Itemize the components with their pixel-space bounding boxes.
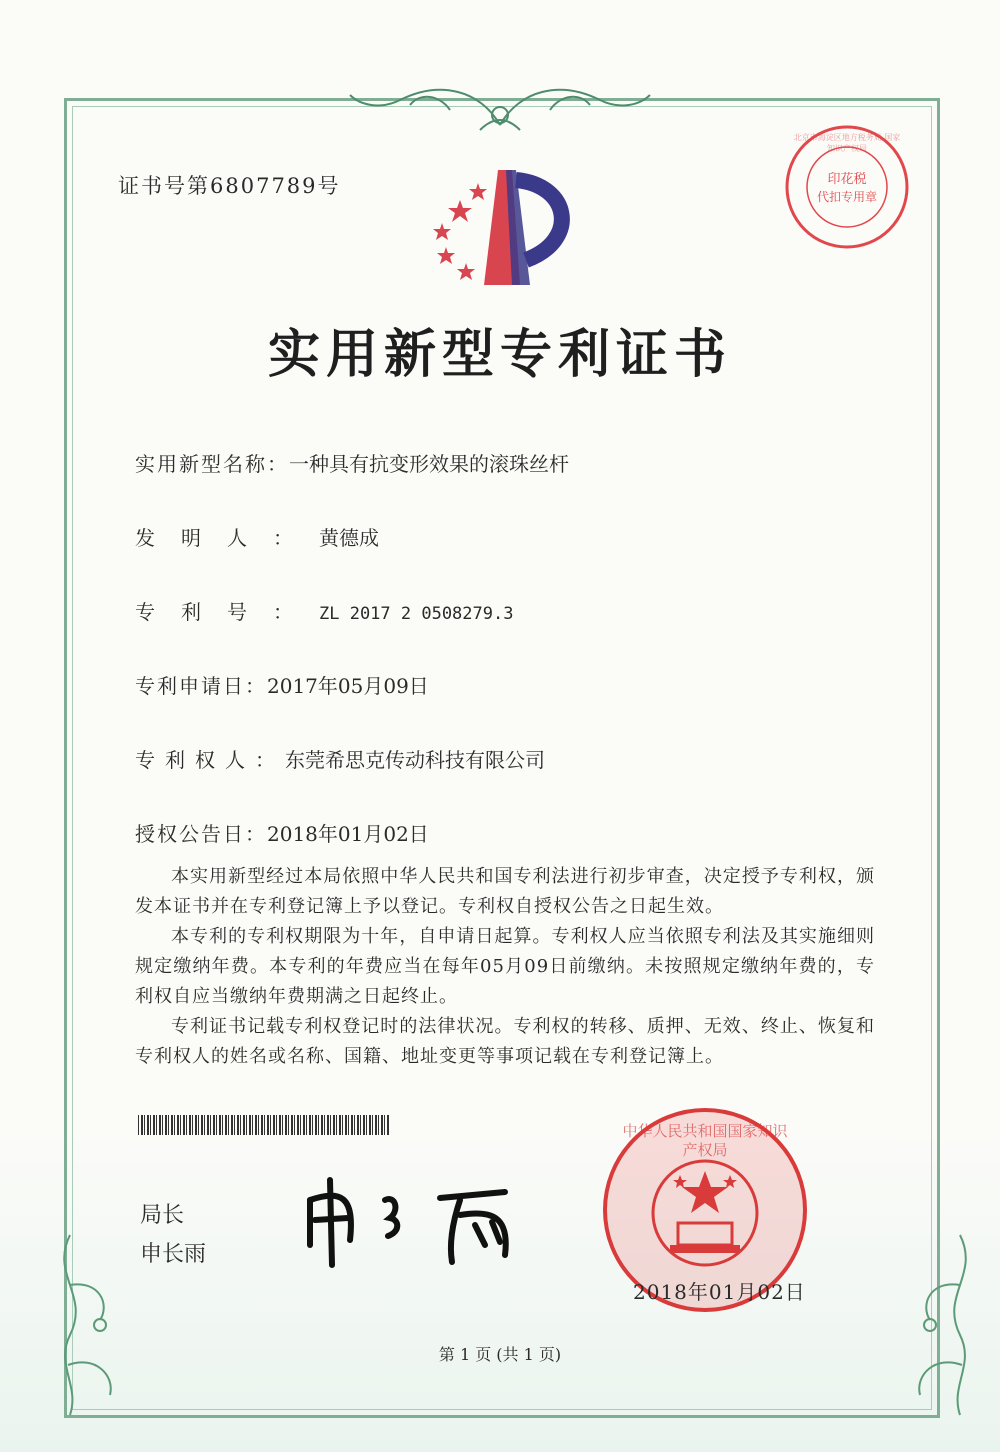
- field-patentee: [135, 744, 545, 773]
- field-label: 授权公告日：: [135, 822, 267, 846]
- certificate-title: 实用新型专利证书: [267, 324, 732, 385]
- corner-ornament-left-icon: [40, 1225, 150, 1425]
- barcode: [138, 1115, 390, 1135]
- field-grant-date: [135, 818, 429, 847]
- field-value: ZL 2017 2 0508279.3: [319, 604, 514, 624]
- page-footer: 第 1 页 (共 1 页): [438, 1345, 562, 1364]
- tax-stamp-ring-text: 北京市海淀区地方税务局 国家知识产权局: [793, 133, 901, 153]
- field-value: 黄德成: [319, 526, 379, 550]
- paragraph-legal-status: 专利证书记载专利权登记时的法律状况。专利权的转移、质押、无效、终止、恢复和专利权人的姓名或名称、国籍、地址变更等事项记载在专利登记簿上。: [135, 1016, 875, 1067]
- signature-icon: [300, 1170, 530, 1270]
- field-label: 专利申请日：: [135, 674, 267, 698]
- field-utility-model-name: [135, 448, 569, 477]
- field-patent-number: [135, 596, 513, 625]
- field-value: 一种具有抗变形效果的滚珠丝杆: [289, 452, 569, 476]
- top-ornament-icon: [330, 70, 670, 140]
- field-value: 东莞希思克传动科技有限公司: [285, 748, 545, 772]
- tax-stamp-center-line1: 印花税: [827, 172, 867, 187]
- field-application-date: [135, 670, 429, 699]
- field-label: 实用新型名称：: [135, 452, 289, 476]
- tax-stamp-center-line2: 代扣专用章: [816, 190, 877, 204]
- field-label: 发明人：: [135, 526, 319, 550]
- official-seal-ring-text: 中华人民共和国国家知识产权局: [622, 1122, 788, 1159]
- director-title: 局长: [140, 1203, 185, 1228]
- field-value: 2018年01月02日: [267, 822, 429, 846]
- field-label: 专利权人：: [135, 748, 285, 772]
- corner-ornament-right-icon: [880, 1225, 990, 1425]
- paragraph-grant-statement: 本实用新型经过本局依照中华人民共和国专利法进行初步审查，决定授予专利权，颁发本证书并在专利登记簿上予以登记。专利权自授权公告之日起生效。: [135, 866, 875, 917]
- patent-office-emblem-icon: [420, 165, 590, 295]
- field-value: 2017年05月09日: [267, 674, 429, 698]
- seal-date: 2018年01月02日: [633, 1280, 806, 1304]
- certificate-number: 证书号第6807789号: [118, 174, 341, 198]
- field-inventor: [135, 522, 379, 551]
- paragraph-term-statement: 本专利的专利权期限为十年，自申请日起算。专利权人应当依照专利法及其实施细则规定缴纳年费。本专利的年费应当在每年05月09日前缴纳。未按照规定缴纳年费的，专利权自应当缴纳年费期满之日起终止。: [135, 926, 875, 1007]
- director-name: 申长雨: [140, 1242, 207, 1267]
- field-label: 专利号：: [135, 600, 319, 624]
